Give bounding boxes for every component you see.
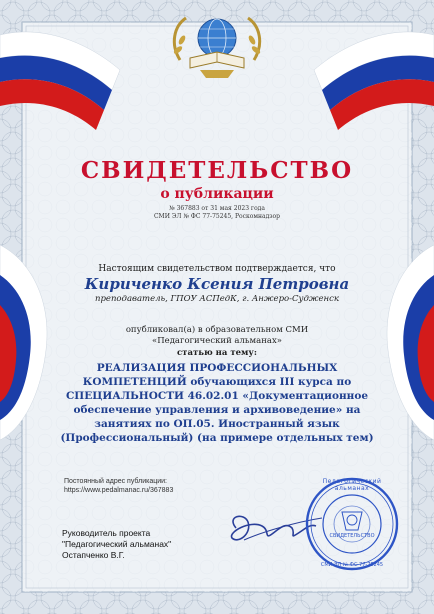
certificate-subtitle: о публикации <box>160 186 274 202</box>
permalink-label: Постоянный адрес публикации: <box>64 478 168 485</box>
article-title-line: РЕАЛИЗАЦИЯ ПРОФЕССИОНАЛЬНЫХ <box>96 362 338 374</box>
published-line-2: «Педагогический альманах» <box>152 336 282 346</box>
certificate-number: № 367883 от 31 мая 2023 года <box>169 205 265 212</box>
stamp-outer-text: Педагогический альманах <box>322 478 382 492</box>
signer-name: Остапченко В.Г. <box>62 550 125 560</box>
article-title-line: КОМПЕТЕНЦИЙ обучающихся III курса по <box>82 376 352 388</box>
article-title-line: занятиях по ОП.05. Иностранный язык <box>94 418 340 430</box>
stamp-inner-text: СМИ ЭЛ № ФС 77-75245 <box>320 562 384 568</box>
signer-role-line-2: "Педагогический альманах" <box>62 539 172 549</box>
article-title <box>20 361 414 445</box>
article-title-line: обеспечение управления и архивоведение» на <box>73 404 361 416</box>
person-name: Кириченко Ксения Петровна <box>84 275 350 293</box>
article-title-line: (Профессиональный) (на примере отдельных тем) <box>60 432 374 444</box>
intro-text: Настоящим свидетельством подтверждается, что <box>98 264 336 274</box>
stamp-center-text: СВИДЕТЕЛЬСТВО <box>329 533 375 539</box>
certificate-title: СВИДЕТЕЛЬСТВО <box>80 157 354 184</box>
article-title-line: СПЕЦИАЛЬНОСТИ 46.02.01 «Документационное <box>65 390 369 402</box>
article-intro: статью на тему: <box>177 348 257 358</box>
signer-role-line-1: Руководитель проекта <box>62 528 151 538</box>
published-line-1: опубликовал(а) в образовательном СМИ <box>125 325 309 335</box>
permalink-url[interactable]: https://www.pedalmanac.ru/367883 <box>64 487 174 494</box>
registration-line: СМИ ЭЛ № ФС 77-75245, Роскомнадзор <box>153 213 281 220</box>
person-details: преподаватель, ГПОУ АСПедК, г. Анжеро-Судженск <box>95 294 339 304</box>
